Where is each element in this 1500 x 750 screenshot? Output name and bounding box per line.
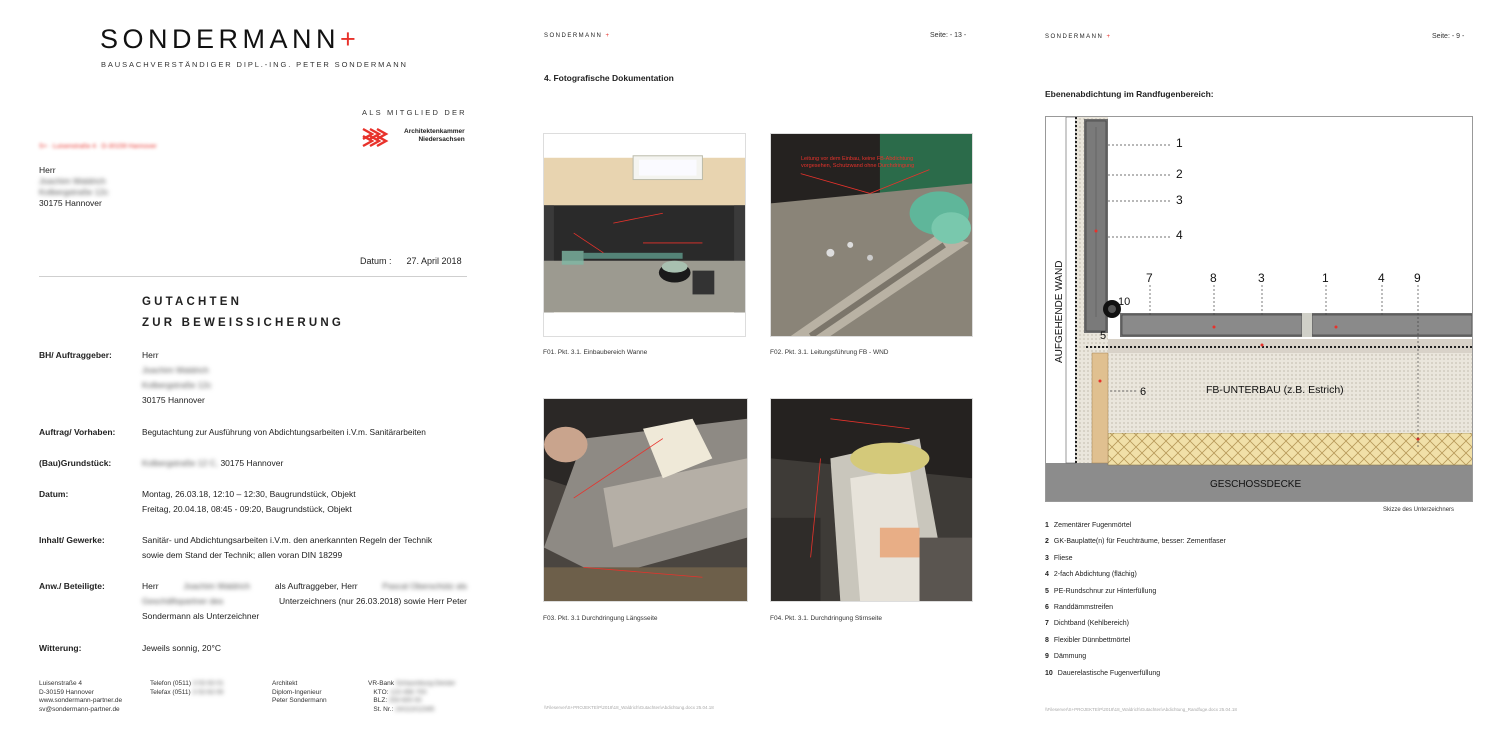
legend-item — [1045, 522, 1131, 529]
legend-number: 2 — [1045, 538, 1049, 546]
caption-f01: F01. Pkt. 3.1. Einbaubereich Wanne — [543, 349, 648, 356]
callout-5: 5 — [1100, 330, 1107, 342]
dates-value: Montag, 26.03.18, 12:10 – 12:30, Baugrundstück, Objekt Freitag, 20.04.18, 08:45 - 09:20, Baugrundstück, Objekt — [142, 489, 356, 514]
report-date: Datum : 27. April 2018 — [360, 256, 462, 266]
divider — [39, 276, 467, 277]
sketch-credit: Skizze des Unterzeichners — [1383, 507, 1455, 513]
photo-annotation: Leitung vor dem Einbau, keine FB-Abdichtung vorgesehen, Schutzwand ohne Durchdringung — [801, 156, 915, 169]
weather-label: Witterung: — [39, 643, 82, 653]
photo-documentation-page — [500, 0, 1000, 750]
footer-title: Architekt Diplom-Ingenieur Peter Sondermann — [272, 680, 327, 704]
legend-text: GK-Bauplatte(n) für Feuchträume, besser: Zementfaser — [1053, 538, 1226, 546]
section-sketch — [1046, 117, 1473, 502]
photo-f01 — [543, 133, 746, 337]
participants-value: Herr Joachim Waldrich als Auftraggeber, Herr Pascal Oberschütz als Geschäftspartner des Unterzeichners (nur 26.03.2018) sowie Herr Peter Sondermann als Unterzeichner — [142, 581, 467, 621]
property-value: Kolbergstraße 12 C, 30175 Hannover — [142, 458, 284, 468]
legend-item — [1045, 620, 1129, 627]
detail-sketch-page — [1000, 0, 1500, 750]
member-label: ALS MITGLIED DER — [362, 108, 467, 117]
legend-text: Dämmung — [1053, 653, 1087, 661]
legend-text: PE-Rundschnur zur Hinterfüllung — [1053, 587, 1157, 595]
participants-label: Anw./ Beteiligte: — [39, 581, 105, 591]
footer-bank: VR-Bank Schaumburg-Deister KTO: 123 456 700 BLZ: 254 600 00 St. Nr.: 24/113/12345 — [368, 680, 456, 713]
callout-7: 7 — [1146, 271, 1153, 285]
recipient-address: Herr Joachim Waldrich Kolbergstraße 12c 30175 Hannover — [39, 165, 109, 208]
legend-text: Zementärer Fugenmörtel — [1053, 522, 1132, 529]
callout-2: 2 — [1176, 167, 1183, 181]
legend-item — [1045, 637, 1130, 644]
callout-6: 6 — [1140, 386, 1147, 398]
content-value: Sanitär- und Abdichtungsarbeiten i.V.m. den anerkannten Regeln der Technik sowie dem Stand der Technik; allen voran DIN 18299 — [142, 535, 433, 560]
legend-number: 6 — [1045, 604, 1049, 611]
callout-4: 4 — [1176, 228, 1183, 242]
subfloor-label: FB-UNTERBAU (z.B. Estrich) — [1206, 384, 1344, 396]
caption-f03: F03. Pkt. 3.1 Durchdringung Längsseite — [543, 615, 658, 622]
ceiling-label: GESCHOSSDECKE — [1210, 479, 1302, 490]
legend-item — [1045, 571, 1137, 578]
logo-subtitle: BAUSACHVERSTÄNDIGER DIPL.-ING. PETER SONDERMANN — [101, 60, 408, 69]
order-value: Begutachtung zur Ausführung von Abdichtungsarbeiten i.V.m. Sanitärarbeiten — [142, 427, 426, 437]
legend-text: Dichtband (Kehlbereich) — [1053, 620, 1130, 628]
sender-line: S+ · Luisenstraße 4 · D-30159 Hannover — [39, 143, 157, 150]
callout-1: 1 — [1176, 136, 1183, 150]
callout-8: 8 — [1210, 271, 1217, 285]
file-path-footer: \\Fileserver\S+PROJEKTE\P\2018\18_Waldrich\Gutachten\Abdichtung_Randfuge.docx 25.04.18 — [1045, 707, 1237, 712]
legend-text: Dauerelastische Fugenverfüllung — [1057, 669, 1161, 677]
legend-text: Randdämmstreifen — [1053, 604, 1114, 611]
legend-number: 4 — [1045, 571, 1049, 579]
client-value: Herr Joachim Waldrich Kolbergstraße 12c 30175 Hannover — [142, 350, 212, 405]
legend-number: 5 — [1045, 587, 1049, 595]
legend-text: Fliese — [1053, 554, 1073, 562]
legend-item — [1045, 555, 1073, 562]
footer-address: Luisenstraße 4 D-30159 Hannover www.sondermann-partner.de sv@sondermann-partner.de — [39, 680, 123, 713]
legend-number: 10 — [1045, 669, 1053, 677]
caption-f04: F04. Pkt. 3.1. Durchdringung Stirnseite — [770, 615, 883, 622]
legend-text: Flexibler Dünnbettmörtel — [1053, 636, 1131, 644]
callout-4: 4 — [1378, 271, 1385, 285]
legend-number: 7 — [1045, 620, 1049, 628]
legend-number: 9 — [1045, 653, 1049, 661]
legend-item — [1045, 588, 1156, 595]
report-title: GUTACHTEN ZUR BEWEISSICHERUNG — [142, 296, 345, 329]
callout-9: 9 — [1414, 271, 1421, 285]
photo-f03 — [543, 398, 748, 602]
footer-phone: Telefon (0511) 3 53 63 01 Telefax (0511) 3 53 63 09 — [150, 680, 224, 696]
callout-3: 3 — [1176, 193, 1183, 207]
page-number: Seite: - 13 - — [930, 32, 967, 39]
wall-label: AUFGEHENDE WAND — [1054, 260, 1065, 363]
order-label: Auftrag/ Vorhaben: — [39, 427, 116, 437]
legend-number: 1 — [1045, 522, 1049, 529]
report-cover-page — [0, 0, 500, 750]
legend-item — [1045, 653, 1086, 660]
caption-f02: F02. Pkt. 3.1. Leitungsführung FB - WND — [770, 349, 889, 356]
photo-f04 — [770, 398, 973, 602]
photo-f02 — [770, 133, 973, 337]
chamber-name: Architektenkammer Niedersachsen — [404, 128, 465, 143]
file-path-footer: \\Fileserver\S+PROJEKTE\P\2018\18_Waldrich\Gutachten\Abdichtung.docx 25.04.18 — [544, 705, 714, 710]
small-logo: SONDERMANN + — [1045, 34, 1112, 40]
legend-item — [1045, 604, 1113, 611]
dates-label: Datum: — [39, 489, 69, 499]
callout-1: 1 — [1322, 271, 1329, 285]
small-logo: SONDERMANN + — [544, 33, 611, 39]
edge-joint-sealing-diagram — [1045, 116, 1473, 502]
page-number: Seite: - 9 - — [1432, 33, 1465, 40]
architektenkammer-logo-icon — [362, 126, 392, 148]
content-label: Inhalt/ Gewerke: — [39, 535, 105, 545]
legend-item — [1045, 670, 1160, 677]
section-title: Ebenenabdichtung im Randfugenbereich: — [1045, 89, 1214, 99]
weather-value: Jeweils sonnig, 20°C — [142, 643, 221, 653]
legend-number: 3 — [1045, 554, 1049, 562]
sondermann-logo: SONDERMANN+ — [100, 24, 356, 54]
property-label: (Bau)Grundstück: — [39, 458, 112, 468]
callout-10: 10 — [1118, 296, 1131, 308]
callout-3: 3 — [1258, 271, 1265, 285]
client-label: BH/ Auftraggeber: — [39, 350, 112, 360]
legend-item — [1045, 538, 1226, 545]
legend-number: 8 — [1045, 636, 1049, 644]
legend-text: 2-fach Abdichtung (flächig) — [1053, 571, 1137, 579]
section-title: 4. Fotografische Dokumentation — [544, 73, 674, 83]
